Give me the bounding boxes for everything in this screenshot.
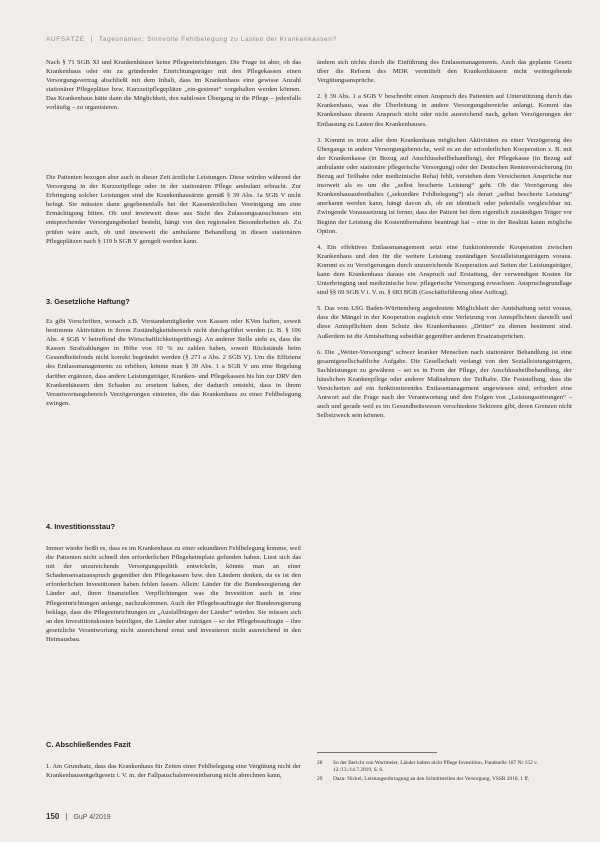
footnote xyxy=(317,776,572,783)
right-paragraph-5: 5. Das vom LSG Baden-Württemberg angedeutete Möglichkeit der Amtshaftung setzt voraus, dass die Mängel in der Kooperation zugleich eine Verletzung von Amtspflichten darstellt und diese Amtspflichten dem Schutz des Krankenhauses „Dritter“ zu dienen bestimmt sind. Außerdem ist die Amtshaftung subsidiär gegenüber anderen Ersatzansprüchen. xyxy=(317,305,572,340)
left-paragraph-4: Immer wieder heißt es, dass es im Krankenhaus zu einer sekundären Fehlbelegung komme, weil die Patienten nicht schnell den erforderlichen Pflegeheimplatz gefunden haben. Liest sich das mit der unzureichende Versorgungspolitik entwickeln, könnte man an einer Schadensersatzanspruch gegenüber den Pflegekassen bzw. den Ländern denken, da es ist den erforderlichen Investitionen haben fehlen lassen. Allein: Länder für die Bundesregierung der Länder auf, ihren finanziellen Verpflichtungen was die Investition auch in eine Pflegeeinrichtungen anlange, nachzukommen. Auch der Pflegebeauftragte der Bundesregierung beklage, dass die Pflegeeinrichtungen zu „Ausfallbürgen der Länder“ würden. Sie müssen sich an den Investitionskosten beteiligen, die Länder aber zuträgen – so der Pflegebeauftragte – ihre gesetzliche Verantwortung nicht ausreichend ernst und investieren nicht ausreichend in den Heimausbau. xyxy=(46,545,301,643)
right-paragraph-1: ändern sich nichts durch die Einführung des Entlassmanagements. Auch das geplante Gesetz über die Reform des MDK vermittelt den Krankenhäusern nicht weitergehende Vergütungsansprüche. xyxy=(317,59,572,85)
right-paragraph-4: 4. Ein effektives Entlassmanagement setzt eine funktionierende Kooperation zwischen Krankenhaus und den für die weitere Leistung zuständigen Sozialleistungsträgern voraus. Kommt es zu Verzögerungen durch unzureichende Kooperation auf Seiten der Leistungsträger, kann dem Krankenhaus daraus ein Anspruch auf Erstattung, der verwendigen Kosten für Unterbringung und medizinische bzw. pflegerische Versorgung erwachsen. Anspruchsgrundlage sind §§ 69 SGB V i. V. m. § 683 BGB (Geschäftsführung ohne Auftrag). xyxy=(317,243,572,297)
heading-investitionsstau: 4. Investitionsstau? xyxy=(46,522,115,531)
page-number: 150 xyxy=(46,812,60,821)
footer-divider: | xyxy=(65,812,68,821)
journal-issue: GuP 4/2019 xyxy=(73,814,111,821)
right-paragraph-6: 6. Die „Weiter-Versorgung“ schwer kranker Menschen nach stationärer Behandlung ist eine gesamtgesellschaftliche Aufgabe. Die Gesellschaft verlangt von den Sozialleistungsträgern, Sachleistungen zu gewähren – sei es in Form der Pflege, der Anschlussheilbehandlung, der häuslichen Krankenpflege oder anderer Maßnahmen der Teilhabe. Die Feststellung, dass die Versicherten auf ein funktionierendes Entlassmanagement angewiesen sind, erfordert eine Antwort auf die Frage nach der Verantwortung und den Folgen von „Leistungsstörungen“ – auch und gerade weil es im Gesundheitswesen verschiedene Sektoren gibt, deren Grenzen nicht Selbstzweck sein können. xyxy=(317,348,572,420)
heading-haftung: 3. Gesetzliche Haftung? xyxy=(46,297,130,306)
footnote xyxy=(317,760,572,774)
left-paragraph-1: Nach § 71 SGB XI und Krankenhäuser keine Pflegeeinrichtungen. Die Frage ist aber, ob das Krankenhaus oder ein zu gründender Einrichtungsträger mit den Pflegekassen einen Versorgungsvertrag abschließt mit dem Inhalt, dass im Krankenhaus eine gewisse Anzahl stationärer Pflegeplätze bzw. Kurzzeitpflegeplätze „ein-gestreut“ vorgehalten werden können. Das Krankenhaus hätte dann die Möglichkeit, den nahtlosen Übergang in die Pflege – jedenfalls vorläufig – zu organisieren. xyxy=(46,59,301,112)
header-divider: | xyxy=(90,36,94,43)
fazit-paragraph-1: 1. Am Grundsatz, dass das Krankenhaus für Zeiten einer Fehlbelegung eine Vergütung nicht der Krankenhausentgeltgesetz i. V. m. der Fallpauschalenvereinbarung nicht abrechnen kann, xyxy=(46,763,301,780)
right-column xyxy=(317,58,572,427)
footnote-text: So der Bericht von Wortmeier, Länder halten nicht Pflege Investition, Fundstelle 187 Nr 152 v. 12./13./14.7.2019, S. 6. xyxy=(333,760,538,773)
left-paragraph-2: Die Patienten bezogen aber auch in dieser Zeit ärztliche Leistungen. Diese würden während der Versorgung in der Kurzzeitpflege oder in der stationären Pflege ambulant erbracht. Zur Erbringung solcher Leistungen sind die Krankenhausärzte gemäß § 39 Abs. 1a SGB V nicht befugt. Sie müssten dann gegebenenfalls bei der Kassenärztlichen Vereinigung um eine Ermächtigung bitten. Ob und inwieweit diese aus Sicht des Zulassungsausschusses ein entsprechender Versorgungsbedarf besteht, hängt von den regionalen Besonderheiten ab. Zu prüfen wäre auch, ob und inwieweit die ambulante Behandlung in diesen stationären Pflegeplätzen nach § 119 b SGB V geregelt werden kann. xyxy=(46,174,301,245)
left-paragraph-3: Es gibt Vorschriften, wonach z.B. Vorstandsmitglieder von Kassen oder KVen haften, soweit bestimmte Aktivitäten in ihrem Zuständigkeitsbereich nicht durchgeführt werden (z. B. § 106 Abs. 4 SGB V betreffend die Wirtschaftlichkeitsprüfung). An anderer Stelle sieht es, dass die Kassen Strafzahlungen in Höhe von 10 % zu zahlen haben, soweit Rückstände beim Gesundheitsfonds nicht korrekt begründet werden (§ 271 a Abs. 2 SGB V). Um die Effizienz des Entlassmanagements zu erhöhen, könnte man § 39 Abs. 1 a SGB V um eine Regelung darüber ergänzen, dass andere Leistungsträger, Kranken- und Pflegekassen bis hin zur DRV den Krankenhäusern den Schaden zu ersetzen haben, der dadurch entsteht, dass in ihrem Verantwortungsbereich Verzögerungen eintreten, die das Krankenhaus zu einer Fehlbelegung zwingen. xyxy=(46,318,301,407)
running-header xyxy=(46,36,566,43)
header-title: Tagesnamen: Sinnvolle Fehlbelegung zu Lasten der Krankenkassen? xyxy=(99,36,337,43)
footnote-number: 29 xyxy=(317,776,323,782)
page-footer xyxy=(46,812,111,821)
footnote-text: Dazu: Nickel, Leistungserbringung an den Schnittstellen der Versorgung, VSSR 2018, 1 ff. xyxy=(333,776,530,782)
heading-fazit: C. Abschließendes Fazit xyxy=(46,740,131,749)
footnote-number: 28 xyxy=(317,760,323,766)
right-paragraph-3: 3. Kommt es trotz aller dem Krankenhaus möglichen Aktivitäten zu einer Verzögerung des Übergangs in andere Versorgungsbereiche, weil es an der erforderlichen Kooperation z. B. mit der Krankenkasse (in Bezug auf Anschlussheilbehandlung), der Pflegekasse (in Bezug auf ambulante oder stationäre pflegerische Versorgung) oder der Deutschen Rentenversicherung (in Bezug auf Teilhabe oder medizinische Reha) fehlt, verstehen dem Versicherten Ansprüche nur insoweit als es um die „selbst bescherte Leistung“ geht. Ob die Verzögerung des Krankenhausaufenthaltes („sekundäre Fehlbelegung“) als derart „selbst bescherte Leistung“ anerkannt werden kann, hängt davon ab, ob sie identisch oder jedenfalls vergleichbar ist. Zwingende Voraussetzung ist ferner, dass der Patient bei dem eigentlich zuständigen Träger vor Beginn der Leistung die Kostenübernahme beantragt hat – eine in der Realität kaum mögliche Option. xyxy=(317,136,572,235)
right-paragraph-2: 2. § 39 Abs. 1 a SGB V beschreibt einen Anspruch des Patienten auf Unterstützung durch das Krankenhaus, was die Überleitung in andere Versorgungsbereiche anlangt. Kommt das Krankenhaus diesem Anspruch nicht oder nicht ausreichend nach, gehen Verzögerungen der Entlassung zu Lasten des Krankenhauses. xyxy=(317,93,572,128)
fazit-block xyxy=(46,762,301,787)
header-section: AUFSÄTZE xyxy=(46,36,85,43)
footnotes xyxy=(317,760,572,785)
footnote-divider xyxy=(317,752,437,753)
